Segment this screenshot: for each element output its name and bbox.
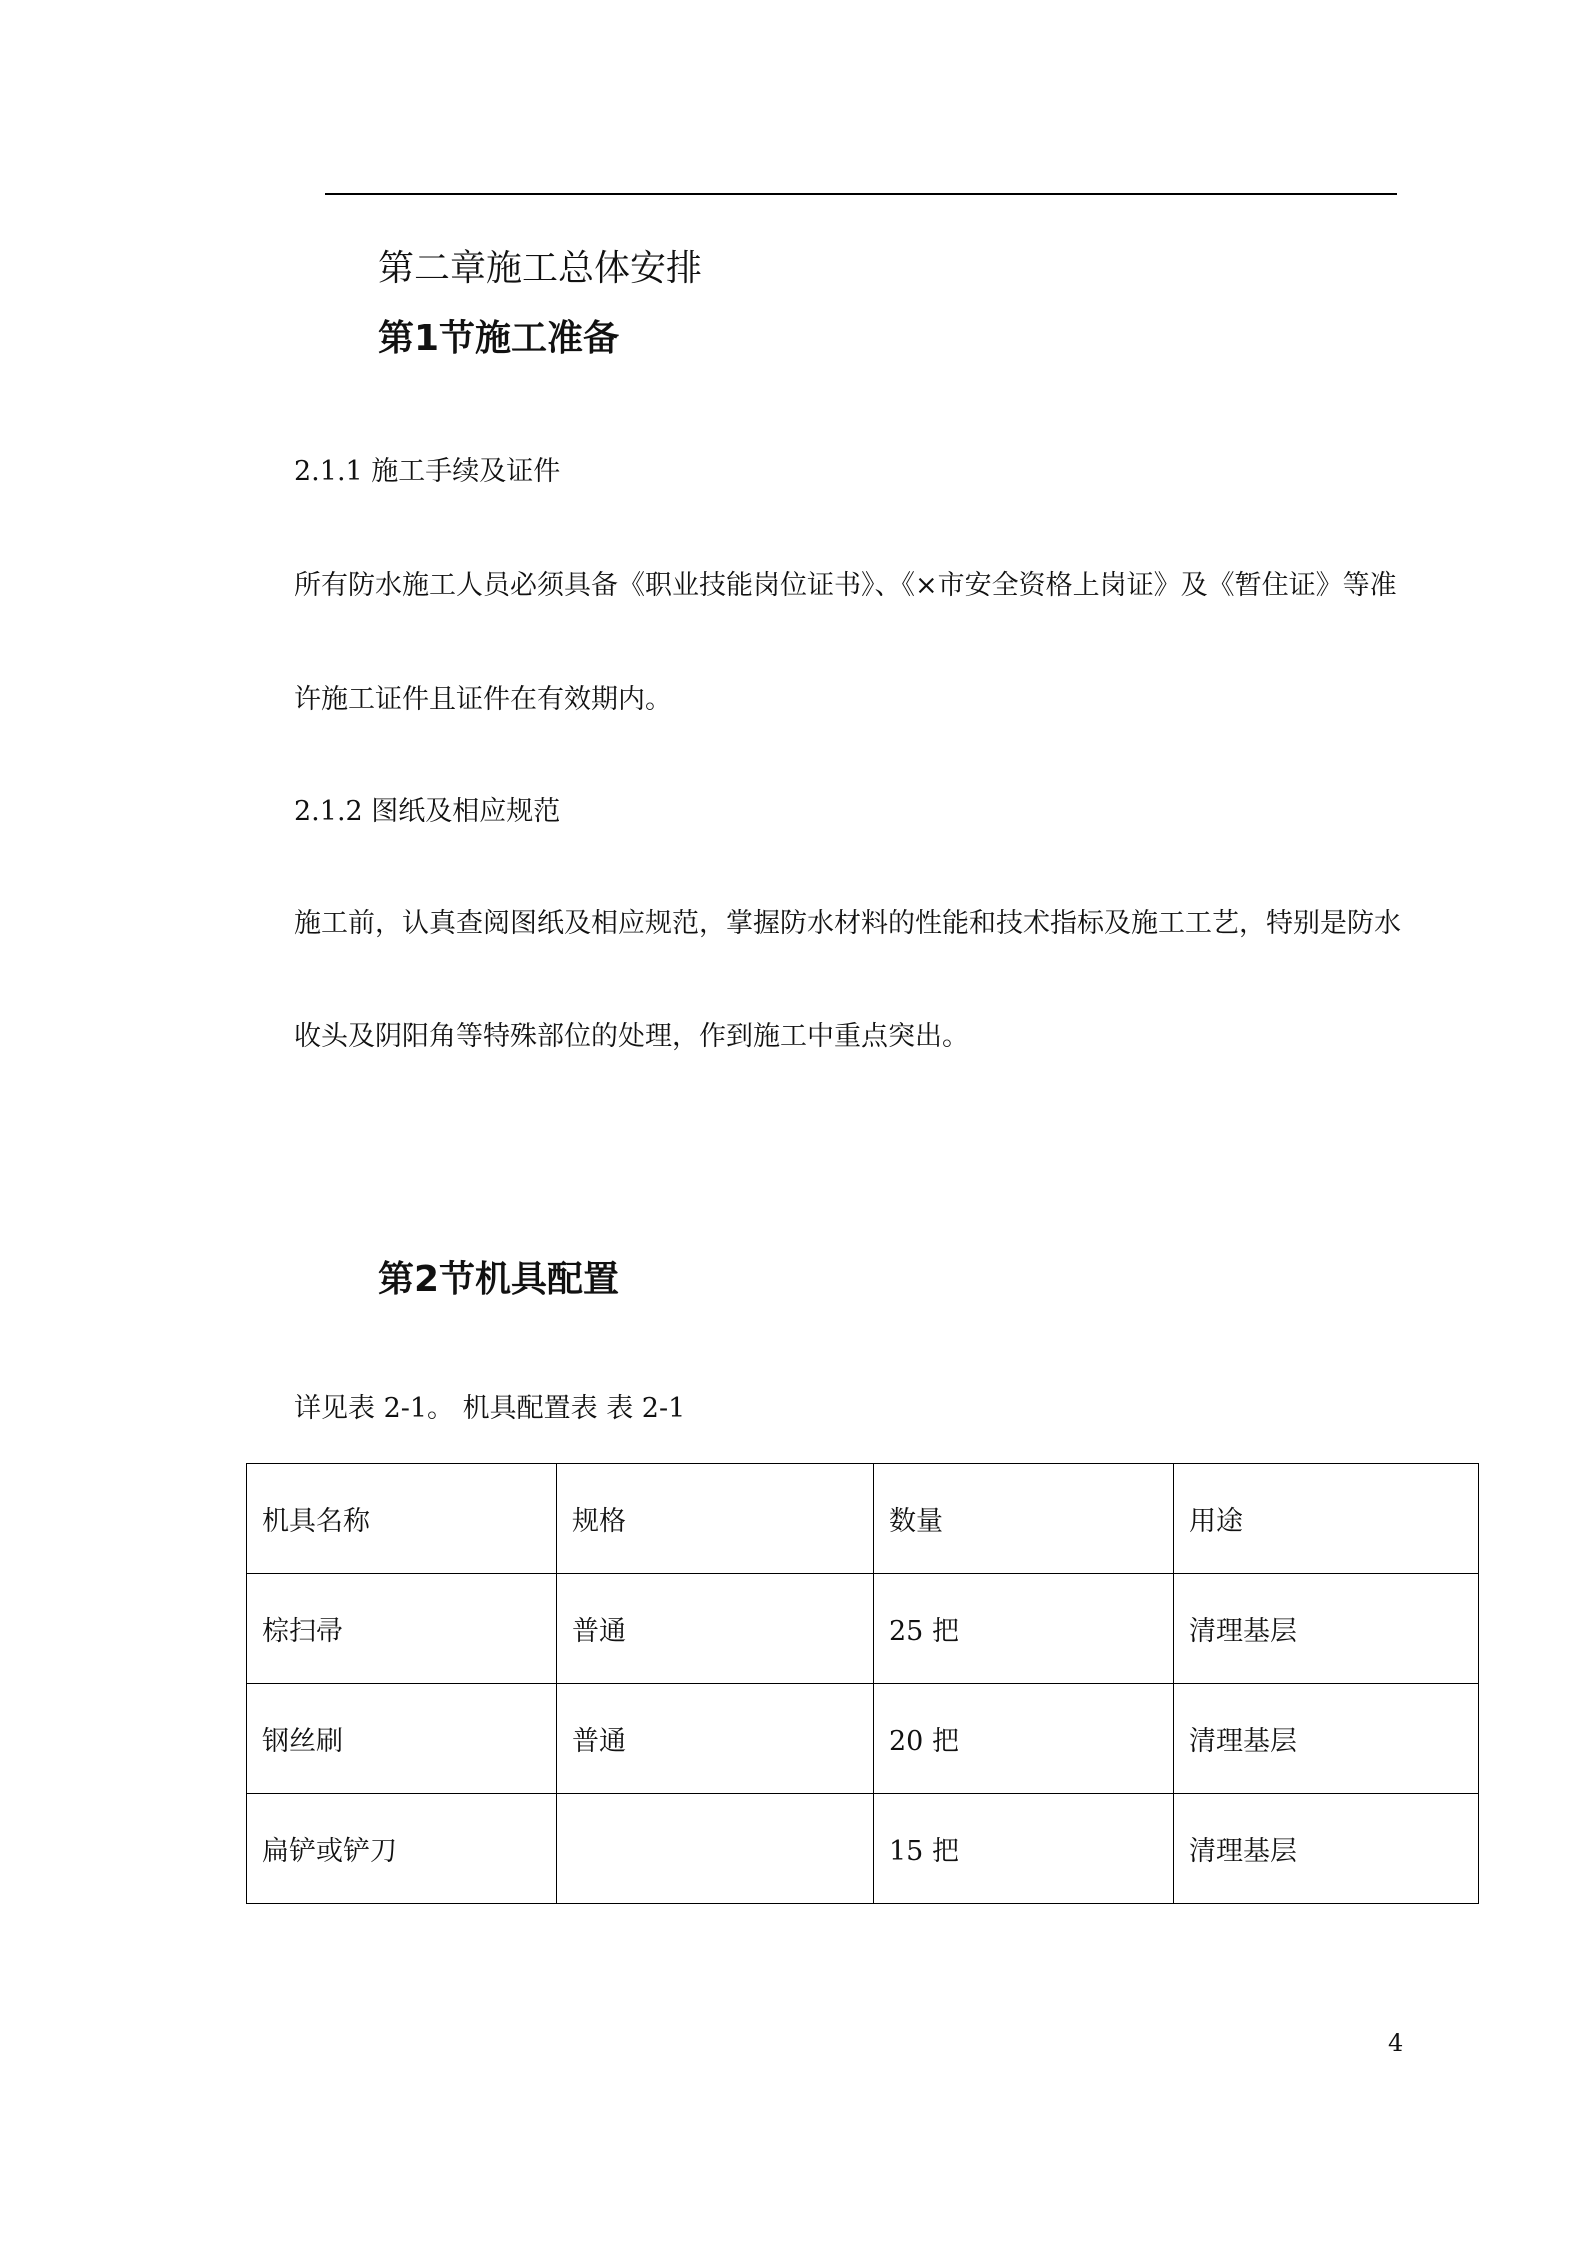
table-cell: 清理基层 bbox=[1174, 1794, 1479, 1904]
paragraph-line: 收头及阴阳角等特殊部位的处理，作到施工中重点突出。 bbox=[294, 1021, 969, 1052]
table-row bbox=[247, 1574, 1479, 1684]
table-cell: 20 把 bbox=[874, 1684, 1174, 1794]
subsection-2-1-2-heading: 2.1.2 图纸及相应规范 bbox=[294, 796, 561, 827]
table-caption: 详见表 2-1。 机具配置表 表 2-1 bbox=[294, 1393, 686, 1424]
equipment-table bbox=[246, 1463, 1479, 1904]
table-cell bbox=[557, 1794, 874, 1904]
paragraph-line: 所有防水施工人员必须具备《职业技能岗位证书》、《×市安全资格上岗证》及《暂住证》等准 bbox=[294, 570, 1397, 601]
header-cell-spec: 规格 bbox=[557, 1464, 874, 1574]
header-cell-purpose: 用途 bbox=[1174, 1464, 1479, 1574]
table-cell: 15 把 bbox=[874, 1794, 1174, 1904]
table-cell: 普通 bbox=[557, 1574, 874, 1684]
page-number: 4 bbox=[1388, 2029, 1404, 2057]
header-cell-name: 机具名称 bbox=[247, 1464, 557, 1574]
chapter-title: 第二章施工总体安排 bbox=[378, 248, 703, 289]
header-rule bbox=[325, 193, 1397, 195]
header-cell-quantity: 数量 bbox=[874, 1464, 1174, 1574]
subsection-2-1-1-heading: 2.1.1 施工手续及证件 bbox=[294, 456, 561, 487]
section-1-title: 第1节施工准备 bbox=[378, 318, 620, 359]
table-cell: 清理基层 bbox=[1174, 1684, 1479, 1794]
table-cell: 扁铲或铲刀 bbox=[247, 1794, 557, 1904]
table-cell: 棕扫帚 bbox=[247, 1574, 557, 1684]
table-row bbox=[247, 1794, 1479, 1904]
table-cell: 清理基层 bbox=[1174, 1574, 1479, 1684]
paragraph-line: 许施工证件且证件在有效期内。 bbox=[294, 684, 672, 715]
table-cell: 25 把 bbox=[874, 1574, 1174, 1684]
paragraph-line: 施工前，认真查阅图纸及相应规范，掌握防水材料的性能和技术指标及施工工艺，特别是防水 bbox=[294, 908, 1401, 939]
section-2-title: 第2节机具配置 bbox=[378, 1259, 620, 1300]
table-header-row bbox=[247, 1464, 1479, 1574]
table-row bbox=[247, 1684, 1479, 1794]
table-cell: 普通 bbox=[557, 1684, 874, 1794]
table-cell: 钢丝刷 bbox=[247, 1684, 557, 1794]
